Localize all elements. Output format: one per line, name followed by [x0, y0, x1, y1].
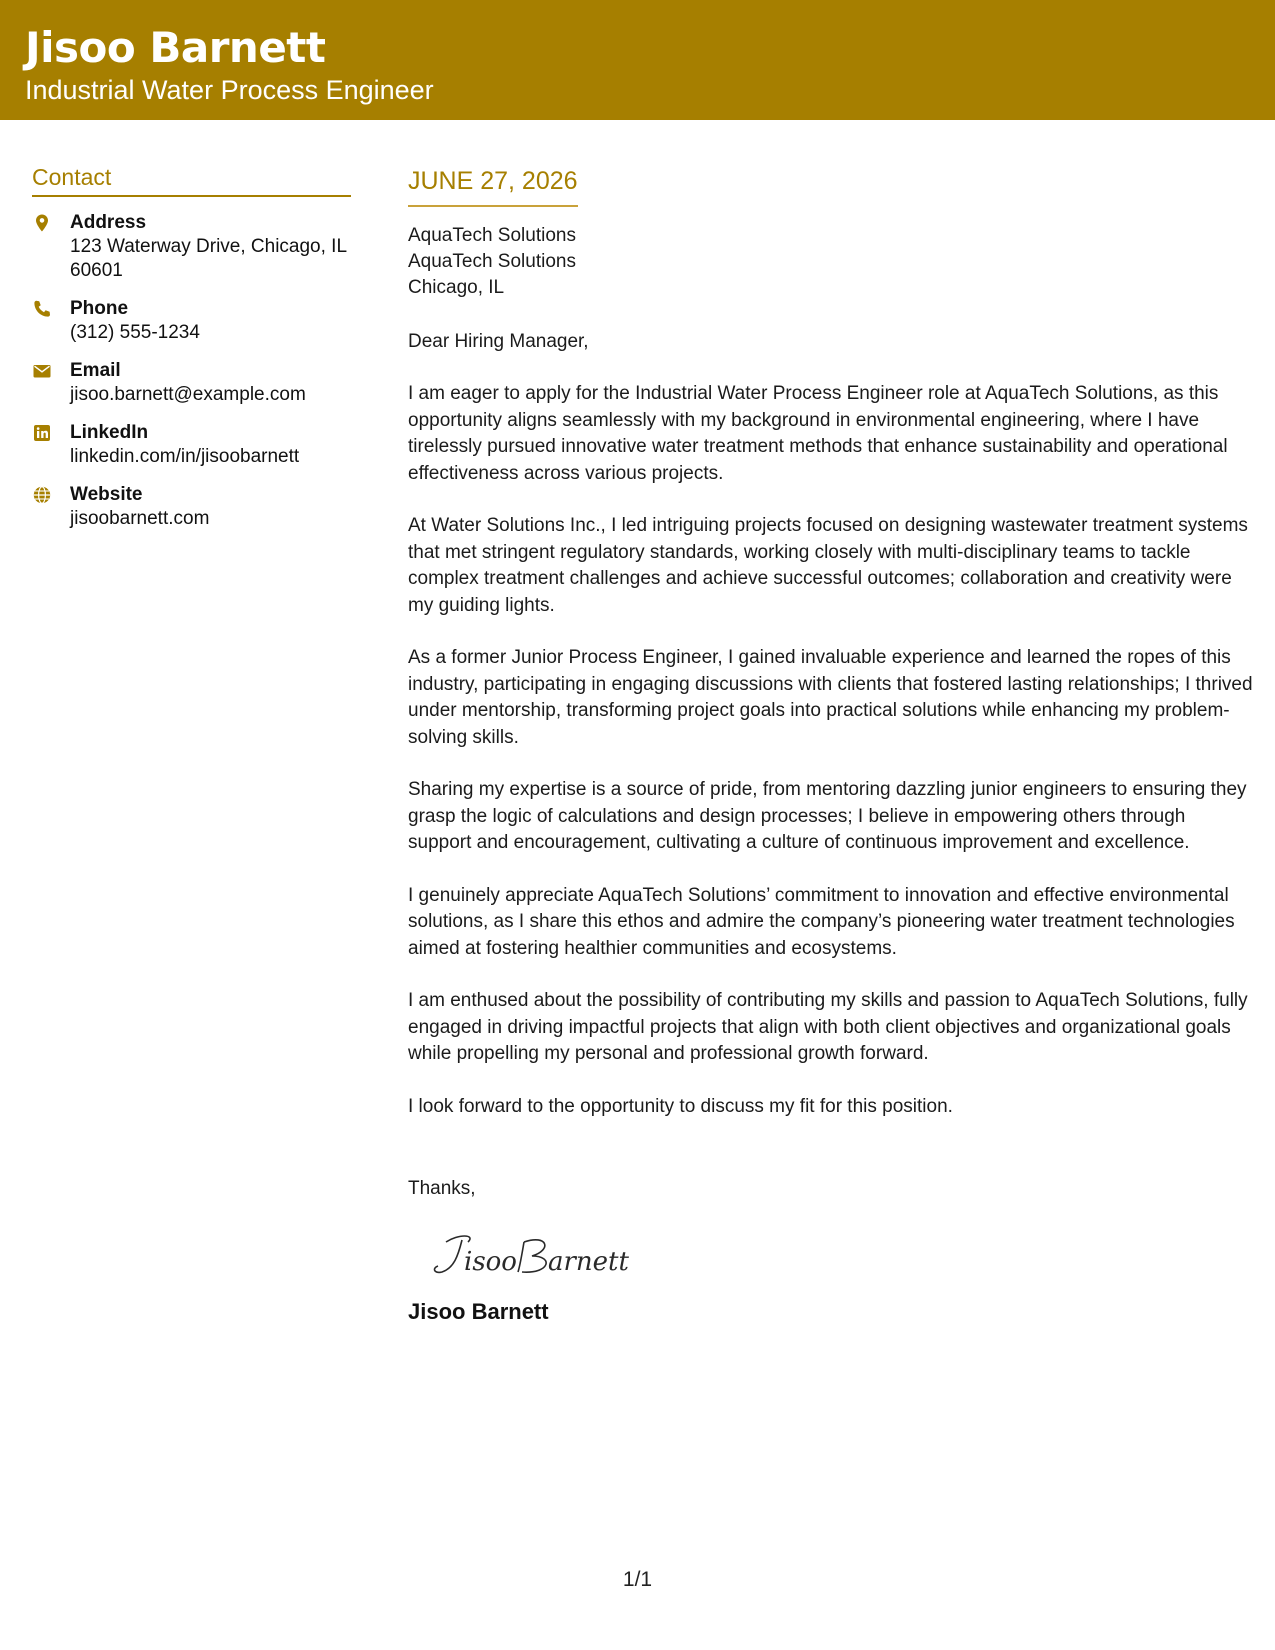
job-title: Industrial Water Process Engineer: [25, 75, 434, 105]
letter-paragraph: I genuinely appreciate AquaTech Solutions’ commitment to innovation and effective environmental solutions, as I share this ethos and admire the company’s pioneering water treatment technologies aimed at fostering healthier communities and ecosystems.: [408, 884, 1235, 959]
letter-body: [408, 165, 1253, 1326]
contact-item-address: [32, 211, 352, 283]
letter-paragraph: I am eager to apply for the Industrial Water Process Engineer role at AquaTech Solutions, as this opportunity aligns seamlessly with my background in environmental engineering, where I have tirelessly pursued innovative water treatment methods that enhance sustainability and operational effectiveness across various projects.: [408, 383, 1228, 484]
recipient-line: AquaTech Solutions: [408, 251, 576, 272]
letter-date: JUNE 27, 2026: [408, 165, 578, 207]
letter-paragraph: As a former Junior Process Engineer, I gained invaluable experience and learned the ropes of this industry, participating in engaging discussions with clients that fostered lasting relationships; I thrived under mentorship, transforming project goals into practical solutions while enhancing my problem-solving skills.: [408, 647, 1253, 748]
applicant-name: Jisoo Barnett: [25, 23, 326, 72]
email-value: jisoo.barnett@example.com: [70, 384, 306, 405]
svg-text:isoo: isoo: [464, 1247, 517, 1277]
handwritten-signature: [428, 1220, 1253, 1290]
signer-name: Jisoo Barnett: [408, 1299, 549, 1324]
contact-item-linkedin: [32, 421, 352, 469]
phone-value: (312) 555-1234: [70, 322, 200, 343]
linkedin-label: LinkedIn: [70, 422, 149, 443]
recipient-line: Chicago, IL: [408, 277, 505, 298]
address-value: 123 Waterway Drive, Chicago, IL 60601: [70, 236, 347, 281]
recipient-block: [408, 223, 1253, 301]
phone-label: Phone: [70, 298, 129, 319]
recipient-line: AquaTech Solutions: [408, 225, 576, 246]
page-number: 1/1: [622, 1568, 653, 1591]
phone-icon: [32, 299, 52, 319]
linkedin-value: linkedin.com/in/jisoobarnett: [70, 446, 300, 467]
contact-item-phone: [32, 297, 352, 345]
header-banner: [0, 0, 1275, 120]
letter-paragraph: Sharing my expertise is a source of pride, from mentoring dazzling junior engineers to ensuring they grasp the logic of calculations and design processes; I believe in empowering others through support and encouragement, cultivating a culture of continuous improvement and excellence.: [408, 779, 1247, 853]
website-label: Website: [70, 484, 143, 505]
email-label: Email: [70, 360, 121, 381]
contact-item-email: [32, 359, 352, 407]
linkedin-icon: [32, 423, 52, 443]
contact-heading: Contact: [32, 163, 351, 197]
contact-item-website: [32, 483, 352, 531]
letter-paragraph: I am enthused about the possibility of contributing my skills and passion to AquaTech Solutions, fully engaged in driving impactful projects that align with both client objectives and organizational goals while propelling my personal and professional growth forward.: [408, 990, 1248, 1064]
map-pin-icon: [32, 213, 52, 233]
letter-paragraph: I look forward to the opportunity to discuss my fit for this position.: [408, 1095, 953, 1117]
closing: Thanks,: [408, 1178, 476, 1199]
envelope-icon: [32, 361, 52, 381]
salutation: Dear Hiring Manager,: [408, 331, 589, 352]
globe-icon: [32, 485, 52, 505]
svg-text:arnett: arnett: [548, 1247, 629, 1277]
address-label: Address: [70, 212, 147, 233]
website-value: jisoobarnett.com: [70, 508, 210, 529]
contact-sidebar: [32, 163, 352, 531]
letter-paragraph: At Water Solutions Inc., I led intriguing projects focused on designing wastewater treatment systems that met stringent regulatory standards, working closely with multi-disciplinary teams to tackle complex treatment challenges and achieve successful outcomes; collaboration and creativity were my guiding lights.: [408, 515, 1248, 616]
